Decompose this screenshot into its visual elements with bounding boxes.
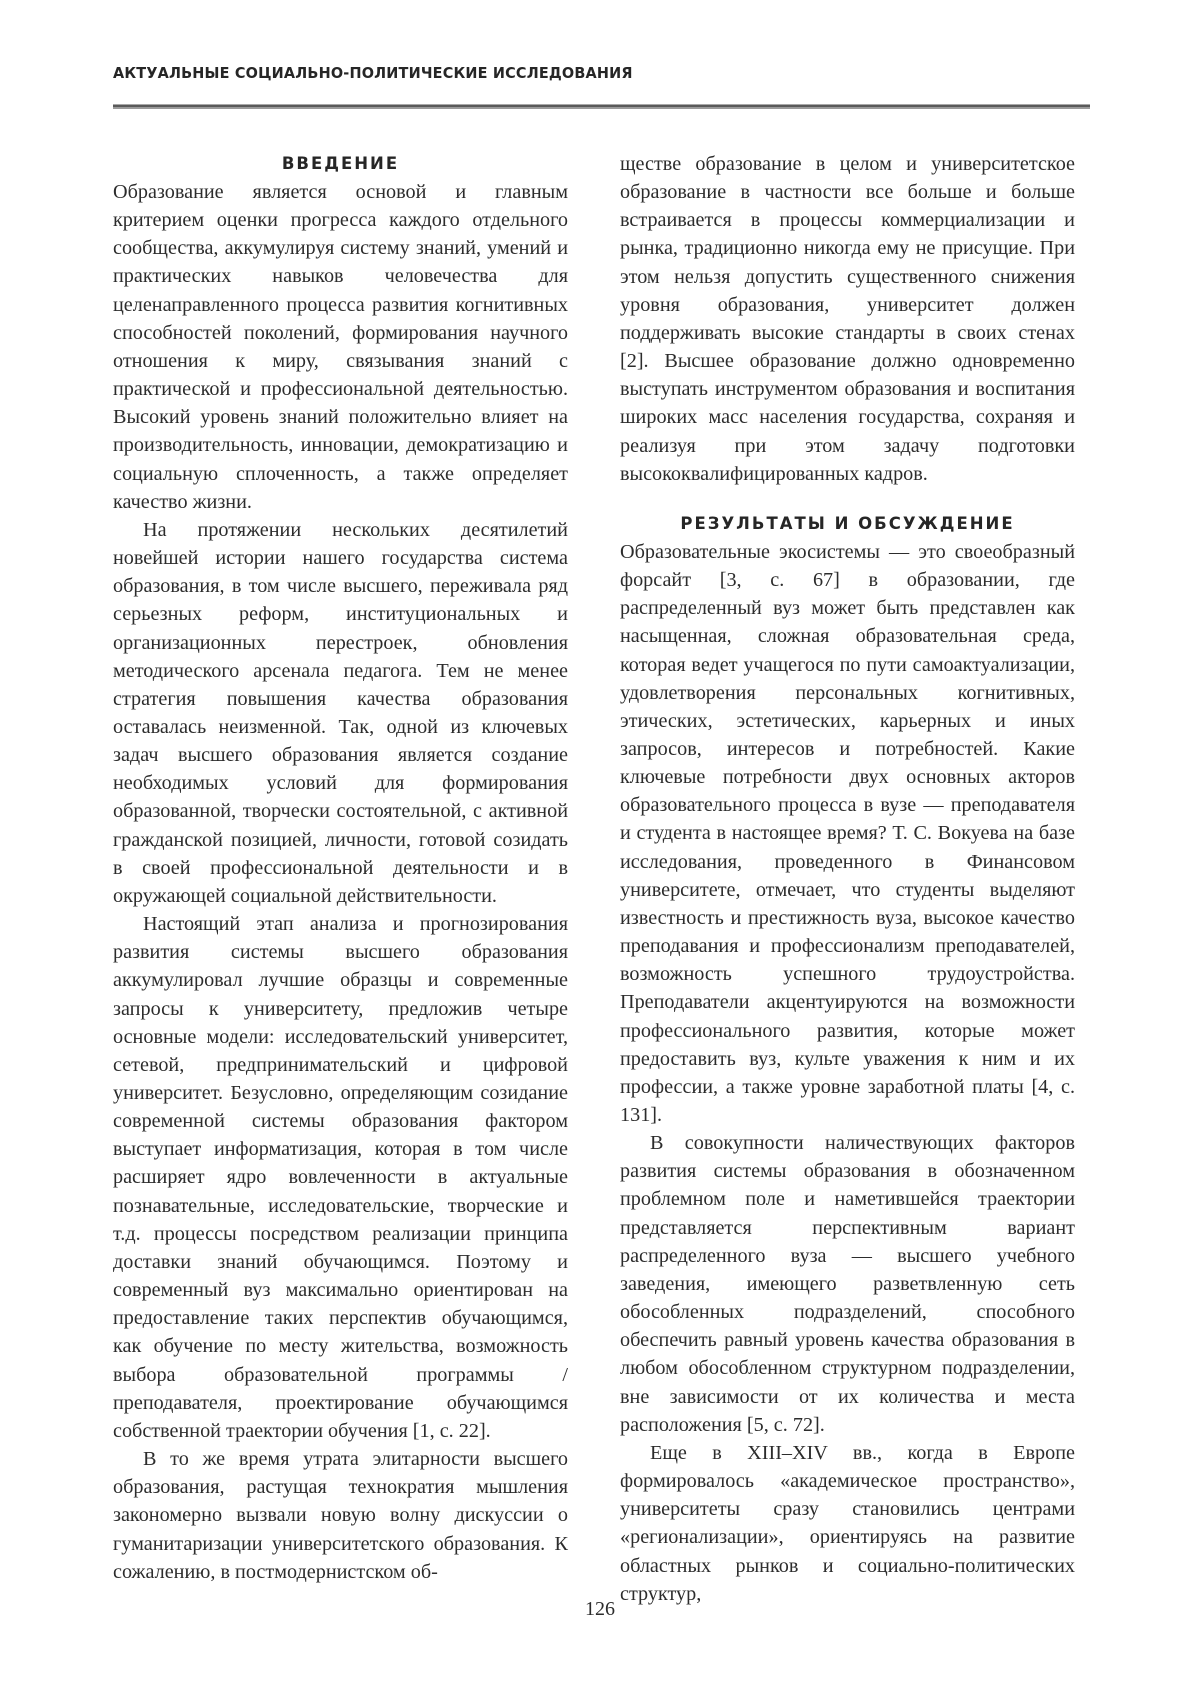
paragraph: На протяжении нескольких десятилетий новейшей истории нашего государства система образования, в том числе высшего, переживала ряд серьезных реформ, институциональных и организационных перестроек, обновления методического арсенала педагога. Тем не менее стратегия повышения качества образования оставалась неизменной. Так, одной из ключевых задач высшего образования является создание необходимых условий для формирования образованной, творчески состоятельной, с активной гражданской позицией, личности, готовой созидать в своей профессиональной деятельности и в окружающей социальной действительности.	[113, 518, 568, 907]
paragraph: Настоящий этап анализа и прогнозирования развития системы высшего образования аккумулировал лучшие образцы и современные запросы к университету, предложив четыре основные модели: исследовательский университет, сетевой, предпринимательский и цифровой университет. Безусловно, определяющим созидание современной системы образования фактором выступает информатизация, которая в том числе расширяет ядро вовлеченности в актуальные познавательные, исследовательские, творческие и т.д. процессы посредством реализации принципа доставки знаний обучающимся. Поэтому и современный вуз максимально ориентирован на предоставление таких перспектив обучающимся, как обучение по месту жительства, возможность выбора образовательной программы / преподавателя, проектирование обучающимся собственной траектории обучения [1, с. 22].	[113, 913, 568, 1442]
paragraph: Образовательные экосистемы — это своеобразный форсайт [3, с. 67] в образовании, где распределенный вуз может быть представлен как насыщенная, сложная образовательная среда, которая ведет учащегося по пути самоактуализации, удовлетворения персональных когнитивных, этических, эстетических, карьерных и иных запросов, интересов и потребностей. Какие ключевые потребности двух основных акторов образовательного процесса в вузе — преподавателя и студента в настоящее время? Т. С. Вокуева на базе исследования, проведенного в Финансовом университете, отмечает, что студенты выделяют известность и престижность вуза, высокое качество преподавания и профессионализм преподавателей, возможность успешного трудоустройства. Преподаватели акцентуируются на возможности профессионального развития, которые может предоставить вуз, культе уважения к ним и их профессии, а также уровне заработной платы [4, с. 131].	[620, 540, 1075, 1126]
page-number: 126	[585, 1598, 615, 1620]
running-head: АКТУАЛЬНЫЕ СОЦИАЛЬНО-ПОЛИТИЧЕСКИЕ ИССЛЕДОВАНИЯ	[113, 64, 633, 82]
paragraph: В совокупности наличествующих факторов развития системы образования в обозначенном проблемном поле и наметившейся траектории представляется перспективным вариант распределенного вуза — высшего учебного заведения, имеющего разветвленную сеть обособленных подразделений, способного обеспечить равный уровень качества образования в любом обособленном структурном подразделении, вне зависимости от их количества и места расположения [5, с. 72].	[620, 1132, 1075, 1436]
paragraph: Образование является основой и главным критерием оценки прогресса каждого отдельного сообщества, аккумулируя систему знаний, умений и практических навыков человечества для целенаправленного процесса развития когнитивных способностей поколений, формирования научного отношения к миру, связывания знаний с практической и профессиональной деятельностью. Высокий уровень знаний положительно влияет на производительность, инновации, демократизацию и социальную сплоченность, а также определяет качество жизни.	[113, 181, 568, 513]
left-column	[113, 150, 568, 1586]
paragraph-continuation: ществе образование в целом и университетское образование в частности все больше и больше встраивается в процессы коммерциализации и рынка, традиционно никогда ему не присущие. При этом нельзя допустить существенного снижения уровня образования, университет должен поддерживать высокие стандарты в своих стенах [2]. Высшее образование должно одновременно выступать инструментом образования и воспитания широких масс населения государства, сохраняя и реализуя при этом задачу подготовки высококвалифицированных кадров.	[620, 153, 1075, 485]
right-column	[620, 150, 1075, 1608]
section-heading-results: РЕЗУЛЬТАТЫ И ОБСУЖДЕНИЕ	[680, 513, 1015, 533]
section-heading-introduction: ВВЕДЕНИЕ	[281, 154, 400, 173]
header-rule	[113, 104, 1090, 109]
paragraph: В то же время утрата элитарности высшего образования, растущая технократия мышления закономерно вызвали новую волну дискуссии о гуманитаризации университетского образования. К сожалению, в постмодернистском об-	[113, 1448, 568, 1583]
paragraph: Еще в XIII–XIV вв., когда в Европе формировалось «академическое пространство», университеты сразу становились центрами «регионализации», ориентируясь на развитие областных рынков и социально-политических структур,	[620, 1441, 1075, 1605]
